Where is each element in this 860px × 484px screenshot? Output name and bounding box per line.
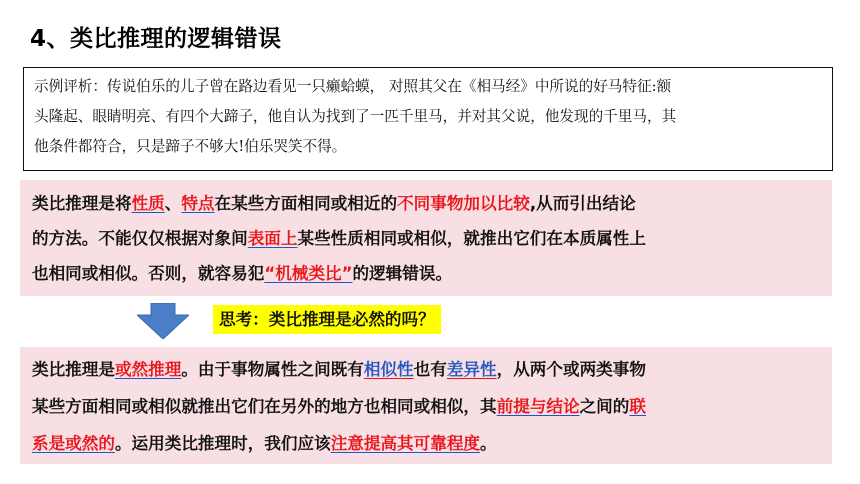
example-line-1: 示例评析：传说伯乐的儿子曾在路边看见一只癞蛤蟆， 对照其父在《相马经》中所说的好马特征:额 <box>34 78 672 95</box>
keyword-compare: 不同事物加以比较 <box>397 194 530 213</box>
text-segment: 类比推理是 <box>32 360 115 379</box>
text-segment: 之间的 <box>579 397 630 416</box>
keyword-probable-reasoning: 或然推理 <box>114 360 182 379</box>
text-segment: 、 <box>164 194 182 213</box>
text-segment: 也有 <box>413 360 447 379</box>
keyword-premise-conclusion: 前提与结论 <box>496 397 580 416</box>
text-segment: 类比推理是将 <box>32 194 132 213</box>
keyword-difference: 差异性 <box>446 360 497 379</box>
text-segment: 的方法。不能仅仅根据对象间 <box>32 229 248 248</box>
think-question: 思考：类比推理是必然的吗？ <box>213 305 441 334</box>
keyword-property: 性质 <box>131 194 165 213</box>
definition-line-2 <box>32 221 822 256</box>
text-segment: 。 <box>480 434 497 453</box>
keyword-connection-part2: 系是或然的 <box>32 434 115 453</box>
text-segment: 。运用类比推理时，我们应该 <box>114 434 331 453</box>
text-segment: 某些方面相同或相似就推出它们在另外的地方也相同或相似，其 <box>32 397 497 416</box>
example-box <box>23 67 833 171</box>
keyword-feature: 特点 <box>181 194 215 213</box>
text-segment: 也相同或相似。否则，就容易犯 <box>32 264 265 283</box>
definition-box <box>20 180 832 296</box>
text-segment: 在某些方面相同或相近的 <box>214 194 398 213</box>
text-segment: 某些性质相同或相似，就推出它们在本质属性上 <box>297 229 646 248</box>
text-segment: 。由于事物属性之间既有 <box>181 360 364 379</box>
example-line-2: 头隆起、眼睛明亮、有四个大蹄子，他自认为找到了一匹千里马，并对其父说，他发现的千里马，其 <box>34 108 677 125</box>
definition-line-1 <box>32 186 822 221</box>
definition-line-3 <box>32 256 822 291</box>
text-segment: ，从两个或两类事物 <box>496 360 646 379</box>
conclusion-line-3 <box>32 425 822 462</box>
conclusion-box <box>20 347 832 464</box>
slide-title: 4、类比推理的逻辑错误 <box>30 26 282 52</box>
text-segment: ,从而引出结论 <box>529 194 636 213</box>
conclusion-line-1 <box>32 351 822 388</box>
arrow-down-icon <box>137 303 189 339</box>
conclusion-line-2 <box>32 388 822 425</box>
keyword-connection-part1: 联 <box>629 397 646 416</box>
text-segment: 的逻辑错误。 <box>352 264 453 283</box>
keyword-reliability: 注意提高其可靠程度 <box>330 434 481 453</box>
keyword-mechanical-analogy: “机械类比” <box>264 264 353 283</box>
keyword-similarity: 相似性 <box>363 360 414 379</box>
keyword-surface: 表面上 <box>247 229 298 248</box>
example-line-3: 他条件都符合，只是蹄子不够大!伯乐哭笑不得。 <box>34 138 347 155</box>
